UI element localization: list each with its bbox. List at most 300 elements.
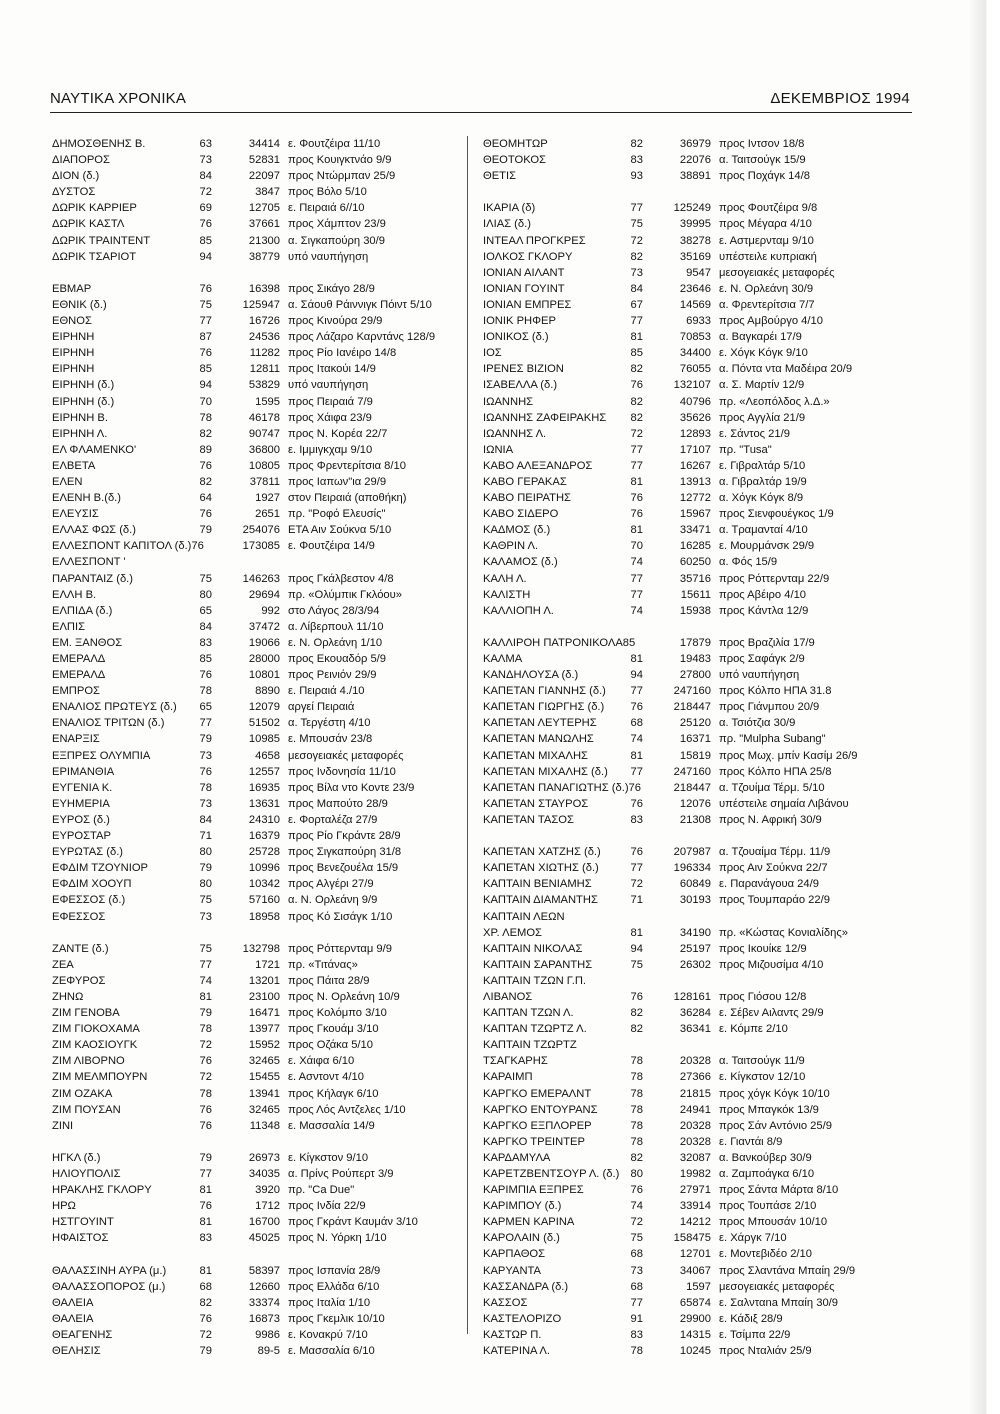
build-year: 82 [630,1023,643,1036]
position-status: ε. Μουρμάνσκ 29/9 [719,540,815,553]
tonnage: 40796 [679,395,711,408]
tonnage: 24941 [679,1103,711,1116]
tonnage: 16285 [679,540,711,553]
position-status: α. Σ. Μαρτίν 12/9 [719,379,805,392]
ship-name: ΙΟΝΙΑΝ ΓΟΥΙΝΤ [483,282,565,295]
ship-name: ΘΑΛΕΙΑ [52,1312,94,1325]
ship-name: ΖΙΜ ΓΙΟΚΟΧΑΜΑ [52,1023,140,1036]
build-year: 82 [199,1296,212,1309]
build-year: 84 [199,813,212,826]
position-status: προς Τουμπαράο 22/9 [719,894,830,907]
position-status: μεσογειακές μεταφορές [288,749,404,762]
position-status: προς Σικάγο 28/9 [288,282,375,295]
tonnage: 16379 [248,830,280,843]
tonnage: 11282 [249,347,280,360]
position-status: προς Σλαντάνα Μπαίη 29/9 [719,1264,856,1277]
ship-name: ΚΑΣΤΩΡ Π. [483,1328,542,1341]
ship-name: ΔΩΡΙΚ ΚΑΣΤΛ [52,218,125,231]
build-year: 76 [199,1055,212,1068]
position-status: ε. Τσίμπα 22/9 [719,1328,791,1341]
tonnage: 30193 [679,894,711,907]
position-status: μεσογειακές μεταφορές [719,266,835,279]
position-status: προς Ελλάδα 6/10 [288,1280,380,1293]
tonnage: 25120 [679,717,711,730]
ship-name: ΚΑΒΟ ΠΕΙΡΑΤΗΣ [483,492,571,505]
ship-row [483,1182,898,1198]
position-status: προς Αβέιρο 4/10 [719,588,807,601]
tonnage: 39995 [679,218,711,231]
ship-name: ΚΑΠΕΤΑΝ ΜΙΧΑΛΗΣ [483,749,588,762]
position-status: α. Σιγκαπούρη 30/9 [288,234,385,247]
ship-row [52,748,467,764]
build-year: 72 [199,1071,212,1084]
tonnage: 60849 [679,878,711,891]
tonnage: 1597 [686,1280,711,1293]
ship-name: ΙΣΑΒΕΛΛΑ (δ.) [483,379,558,392]
ship-row [483,1069,898,1085]
position-status: προς Ρόττερνταμ 22/9 [719,572,830,585]
tonnage: 1721 [255,958,280,971]
tonnage: 70853 [679,331,711,344]
position-status: προς Ρόττερνταμ 9/9 [288,942,392,955]
build-year: 78 [199,1087,212,1100]
build-year: 75 [199,572,212,585]
ship-row [483,233,898,249]
ship-row [52,426,467,442]
ship-name: ΕΙΡΗΝΗ (δ.) [52,395,115,408]
tonnage: 20328 [679,1055,711,1068]
position-status: ε. Κόμπε 2/10 [719,1023,788,1036]
build-year: 77 [199,958,212,971]
tonnage: 20328 [679,1119,711,1132]
ship-row [52,394,467,410]
tonnage: 36341 [679,1023,711,1036]
ship-name: ΚΑΠΕΤΑΝ ΜΑΝΩΛΗΣ [483,733,594,746]
build-year: 72 [199,1328,212,1341]
build-year: 78 [630,1345,643,1358]
build-year: 76 [630,701,643,714]
build-year: 74 [630,604,643,617]
position-status: προς Μέγαρα 4/10 [719,218,812,231]
ship-name: ΤΣΑΓΚΑΡΗΣ [483,1055,548,1068]
build-year: 71 [199,830,212,843]
position-status: προς Κάντλα 12/9 [719,604,809,617]
position-status: α. Τζουίμα Τέρμ. 5/10 [719,781,825,794]
ship-row [52,313,467,329]
ship-row [483,635,898,651]
ship-name: ΚΑΣΣΑΝΔΡΑ (δ.) [483,1280,569,1293]
ship-name: ΕΛΛΕΣΠΟΝΤ ' [52,556,126,569]
ship-row [483,1102,898,1118]
position-status: προς Σάν Αντόνιο 25/9 [719,1119,832,1132]
build-year: 65 [199,604,212,617]
tonnage: 13977 [248,1023,280,1036]
tonnage: 173085 [242,540,280,553]
ship-name: ΚΑΠΕΤΑΝ ΠΑΝΑΓΙΩΤΗΣ (δ.)76 [483,781,642,794]
section-gap [52,925,467,941]
ship-name: ΛΙΒΑΝΟΣ [483,990,533,1003]
ship-row [483,474,898,490]
position-status: προς Ποχάγκ 14/8 [719,170,810,183]
ship-name: ΕΝΑΛΙΟΣ ΤΡΙΤΩΝ (δ.) [52,717,165,730]
ship-row [52,731,467,747]
position-status: α. Φός 15/9 [719,556,778,569]
ship-name: ΚΑΠΕΤΑΝ ΣΤΑΥΡΟΣ [483,797,589,810]
build-year: 76 [199,669,212,682]
ship-name: ΚΑΝΔΗΛΟΥΣΑ (δ.) [483,669,579,682]
position-status: προς Ν. Αφρική 30/9 [719,813,822,826]
position-status: προς Γκάλβεστον 4/8 [288,572,394,585]
ship-row [52,844,467,860]
build-year: 79 [199,1345,212,1358]
ship-row [483,345,898,361]
build-year: 76 [199,1119,212,1132]
build-year: 77 [199,717,212,730]
tonnage: 19066 [248,636,280,649]
build-year: 81 [630,749,643,762]
ship-name: ΚΑΡΙΜΠΟΥ (δ.) [483,1200,562,1213]
ship-row [52,1263,467,1279]
ship-row [52,249,467,265]
position-status: προς Κινούρα 29/9 [288,315,383,328]
ship-name: ΙΩΝΙΑ [483,443,514,456]
ship-name: ΗΓΚΛ (δ.) [52,1151,101,1164]
build-year: 82 [630,250,643,263]
ship-name: ΕΛΒΕΤΑ [52,459,96,472]
position-status: προς Κουιγκτνάο 9/9 [288,154,392,167]
tonnage: 27366 [679,1071,711,1084]
position-status: α. Τσιότζια 30/9 [719,717,796,730]
build-year: 72 [199,1039,212,1052]
build-year: 81 [199,1184,212,1197]
ship-name: ΠΑΡΑΝΤΑΙΖ (δ.) [52,572,134,585]
ship-row [52,554,467,570]
build-year: 94 [630,942,643,955]
tonnage: 16471 [248,1007,280,1020]
ship-name: ΘΕΤΙΣ [483,170,517,183]
build-year: 94 [199,250,212,263]
tonnage: 27971 [679,1184,711,1197]
tonnage: 12076 [679,797,711,810]
tonnage: 1712 [255,1200,280,1213]
position-status: προς Χάμπτον 23/9 [288,218,386,231]
ship-row [52,651,467,667]
build-year: 84 [199,170,212,183]
ship-row [483,683,898,699]
build-year: 89 [199,443,212,456]
position-status: πρ. «Τιτάνας» [288,958,358,971]
position-status: προς Φρεντερίτσια 8/10 [288,459,406,472]
build-year: 68 [199,1280,212,1293]
ship-row [52,216,467,232]
position-status: ε. Κονακρύ 7/10 [288,1328,368,1341]
build-year: 81 [199,1216,212,1229]
tonnage: 218447 [673,701,711,714]
ship-row [483,152,898,168]
ship-name: ΕΞΠΡΕΣ ΟΛΥΜΠΙΑ [52,749,151,762]
ship-name: ΕΛΕΥΣΙΣ [52,508,99,521]
ship-row [52,281,467,297]
ship-name: ΖΙΜ ΜΕΛΜΠΟΥΡΝ [52,1071,148,1084]
build-year: 91 [630,1312,643,1325]
build-year: 74 [630,733,643,746]
tonnage: 27800 [679,669,711,682]
ship-row [483,715,898,731]
ship-name: ΚΑΡΕΤΖΒΕΝΤΣΟΥΡ Λ. (δ.) [483,1168,620,1180]
position-status: α. Χόγκ Κόγκ 8/9 [719,492,804,505]
build-year: 72 [630,1216,643,1229]
position-status: ε. Μοντεβιδέο 2/10 [719,1248,812,1261]
ship-row [52,941,467,957]
position-status: ε. Μασσαλία 6/10 [288,1345,375,1358]
position-status: προς Γιόσου 12/8 [719,990,807,1003]
ship-name: ΖΑΝΤΕ (δ.) [52,942,109,955]
build-year: 76 [199,508,212,521]
ship-name: ΕΥΡΟΣ (δ.) [52,813,110,826]
ship-name: ΖΗΝΩ [52,990,84,1003]
build-year: 82 [199,427,212,440]
build-year: 79 [199,862,212,875]
position-status: ε. Φουτζέιρα 11/10 [288,138,381,150]
ship-row [483,989,898,1005]
ship-row [483,1263,898,1279]
ship-name: ΚΑΠΤΑΙΝ ΛΕΩΝ [483,910,565,923]
ship-row [52,587,467,603]
ship-row [52,522,467,538]
tonnage: 12811 [249,363,280,376]
tonnage: 34414 [248,138,280,150]
tonnage: 20328 [679,1135,711,1148]
position-status: ε. Σαλνταna Μπαίη 30/9 [719,1296,838,1309]
ship-row [483,216,898,232]
build-year: 76 [199,1200,212,1213]
ship-name: ΚΑΠΕΤΑΝ ΓΙΑΝΝΗΣ (δ.) [483,685,606,698]
position-status: προς Μπαγκόκ 13/9 [719,1103,819,1116]
ship-name: ΙΡΕΝΕΣ ΒΙΖΙΟΝ [483,363,564,376]
ship-name: ΚΑΡΓΚΟ ΤΡΕΙΝΤΕΡ [483,1135,585,1148]
ship-name: ΕΥΗΜΕΡΙΑ [52,797,110,810]
position-status: προς Πειραιά 7/9 [288,395,373,408]
position-status: πρ. «Κώστας Κονιαλίδης» [719,926,848,939]
ship-name: ΗΣΤΓΟΥΙΝΤ [52,1216,114,1229]
tonnage: 22097 [248,170,280,183]
tonnage: 19483 [679,653,711,665]
build-year: 77 [630,685,643,698]
ship-name: ΕΥΡΟΣΤΑΡ [52,830,111,843]
tonnage: 38779 [248,250,280,263]
section-gap [483,828,898,844]
tonnage: 146263 [242,572,280,585]
position-status: προς Ισπανία 28/9 [288,1264,381,1277]
ship-row [52,1005,467,1021]
build-year: 74 [630,556,643,569]
build-year: 78 [199,1023,212,1036]
ship-name: ΕΜΕΡΑΛΔ [52,653,106,665]
position-status: προς Γιάνμπου 20/9 [719,701,820,714]
ship-name: ΖΙΜ ΛΙΒΟΡΝΟ [52,1055,125,1068]
ship-row [483,667,898,683]
ship-row [52,1053,467,1069]
ship-row [52,1021,467,1037]
build-year: 82 [630,395,643,408]
build-year: 87 [199,331,212,344]
ship-row [483,587,898,603]
build-year: 93 [630,170,643,183]
position-status: προς Αγγλία 21/9 [719,411,806,424]
ship-name: ΚΑΘΡΙΝ Λ. [483,540,539,553]
ship-name: ΚΑΠΕΤΑΝ ΓΙΩΡΓΗΣ (δ.) [483,701,605,714]
build-year: 79 [199,1007,212,1020]
position-status: προς Λάζαρο Καρντάνς 128/9 [288,331,436,344]
ship-name: ΔΗΜΟΣΘΕΝΗΣ Β. [52,138,146,150]
position-status: α. Ζαμποάγκα 6/10 [719,1168,815,1180]
ship-row [52,168,467,184]
tonnage: 10801 [248,669,280,682]
ship-name: ΙΟΝΙΚΟΣ (δ.) [483,331,549,344]
build-year: 82 [630,411,643,424]
ship-name: ΚΑΛΙΣΤΗ [483,588,531,601]
position-status: προς Φουτζέιρα 9/8 [719,202,818,215]
position-status: α. Πρίνς Ρούπερτ 3/9 [288,1168,394,1180]
position-status: προς Γκουάμ 3/10 [288,1023,379,1036]
ship-row [52,233,467,249]
ship-row [52,361,467,377]
position-status: στο Λάγος 28/3/94 [288,604,380,617]
tonnage: 29900 [679,1312,711,1325]
position-status: α. Τζουαίμα Τέρμ. 11/9 [719,846,831,859]
build-year: 81 [630,524,643,537]
build-year: 75 [199,942,212,955]
position-status: προς Χάιφα 23/9 [288,411,372,424]
build-year: 63 [199,138,212,150]
position-status: προς Ικουίκε 12/9 [719,942,807,955]
ship-name: ΚΑΡΓΚΟ ΕΝΤΟΥΡΑΝΣ [483,1103,598,1116]
ship-row [52,957,467,973]
position-status: προς Τουπάσε 2/10 [719,1200,817,1213]
publication-title: ΝΑΥΤΙΚΑ ΧΡΟΝΙΚΑ [50,90,187,107]
ship-row [52,796,467,812]
position-status: προς Ινδονησία 11/10 [288,765,396,778]
ship-row [52,892,467,908]
position-status: ε. Χόγκ Κόγκ 9/10 [719,347,808,360]
build-year: 77 [199,315,212,328]
ship-name: ΕΜΠΡΟΣ [52,685,100,698]
position-status: πρ. "Ca Due" [288,1184,355,1197]
ship-row [483,731,898,747]
ship-name: ΔΙΟΝ (δ.) [52,170,100,183]
ship-row [483,490,898,506]
build-year: 75 [630,1232,643,1245]
tonnage: 32465 [248,1055,280,1068]
left-column [52,136,467,1359]
position-status: α. Ταιτσούγκ 15/9 [719,154,806,167]
position-status: προς Σιενφουέγκος 1/9 [719,508,834,521]
build-year: 81 [630,653,643,665]
ship-row [483,957,898,973]
ship-row [483,780,898,796]
tonnage: 12772 [679,492,711,505]
position-status: προς Κολόμπο 3/10 [288,1007,387,1020]
ship-row [483,458,898,474]
tonnage: 6933 [686,315,711,328]
position-status: προς Ν. Ορλεάνη 10/9 [288,990,400,1003]
tonnage: 22076 [679,154,711,167]
position-status: α. Τραμανταί 4/10 [719,524,808,537]
ship-name: ΚΑΡΠΑΘΟΣ [483,1248,546,1261]
ship-row [52,571,467,587]
ship-name: ΕΛΛΗ Β. [52,588,97,601]
build-year: 85 [199,363,212,376]
tonnage: 37661 [248,218,280,231]
ship-name: ΖΕΑ [52,958,74,971]
tonnage: 12701 [679,1248,711,1261]
ship-name: ΚΑΡΓΚΟ ΕΞΠΛΟΡΕΡ [483,1119,592,1132]
position-status: ε. Χάιφα 6/10 [288,1055,355,1068]
ship-row [483,1150,898,1166]
tonnage: 52831 [248,154,280,167]
ship-row [483,909,898,925]
position-status: προς Βραζιλία 17/9 [719,636,815,649]
position-status: α. Βανκούβερ 30/9 [719,1151,812,1164]
tonnage: 254076 [242,524,280,537]
ship-name: ΖΙΝΙ [52,1119,74,1132]
ship-row [52,1069,467,1085]
tonnage: 12893 [679,427,711,440]
ship-row [483,1214,898,1230]
build-year: 78 [630,1071,643,1084]
position-status: προς Ιντσον 18/8 [719,138,805,150]
tonnage: 16935 [248,781,280,794]
build-year: 77 [630,202,643,215]
build-year: 85 [630,347,643,360]
build-year: 80 [630,1168,643,1180]
position-status: προς Σάντα Μάρτα 8/10 [719,1184,839,1197]
tonnage: 10996 [248,862,280,875]
position-status: ε. Κάδιξ 28/9 [719,1312,783,1325]
position-status: α. Λίβερπουλ 11/10 [288,620,384,633]
tonnage: 1595 [255,395,280,408]
position-status: α. Γιβραλτάρ 19/9 [719,475,807,488]
tonnage: 33914 [679,1200,711,1213]
header-rule [50,112,912,113]
ship-row [483,1021,898,1037]
ship-row [52,603,467,619]
build-year: 82 [199,475,212,488]
ship-row [52,812,467,828]
ship-name: ΖΙΜ ΟΖΑΚΑ [52,1087,113,1100]
tonnage: 37811 [249,475,280,488]
ship-name: ΘΕΟΜΗΤΩΡ [483,138,548,150]
tonnage: 34067 [679,1264,711,1277]
tonnage: 90747 [248,427,280,440]
build-year: 68 [630,717,643,730]
section-gap [483,619,898,635]
ship-row [52,345,467,361]
position-status: ε. Κίγκστον 9/10 [288,1151,369,1164]
ship-row [52,377,467,393]
ship-row [52,490,467,506]
ship-name: ΕΙΡΗΝΗ [52,363,95,376]
tonnage: 13201 [248,974,280,987]
ship-name: ΚΑΠΤΑΙΝ ΤΖΩΡΤΖ [483,1039,577,1052]
ship-name: ΚΑΒΟ ΓΕΡΑΚΑΣ [483,475,567,488]
position-status: πρ. "Mulpha Subang" [719,733,826,746]
build-year: 79 [199,733,212,746]
right-column [483,136,898,1359]
build-year: 78 [199,411,212,424]
position-status: ε. Γιβραλτάρ 5/10 [719,459,806,472]
build-year: 80 [199,846,212,859]
